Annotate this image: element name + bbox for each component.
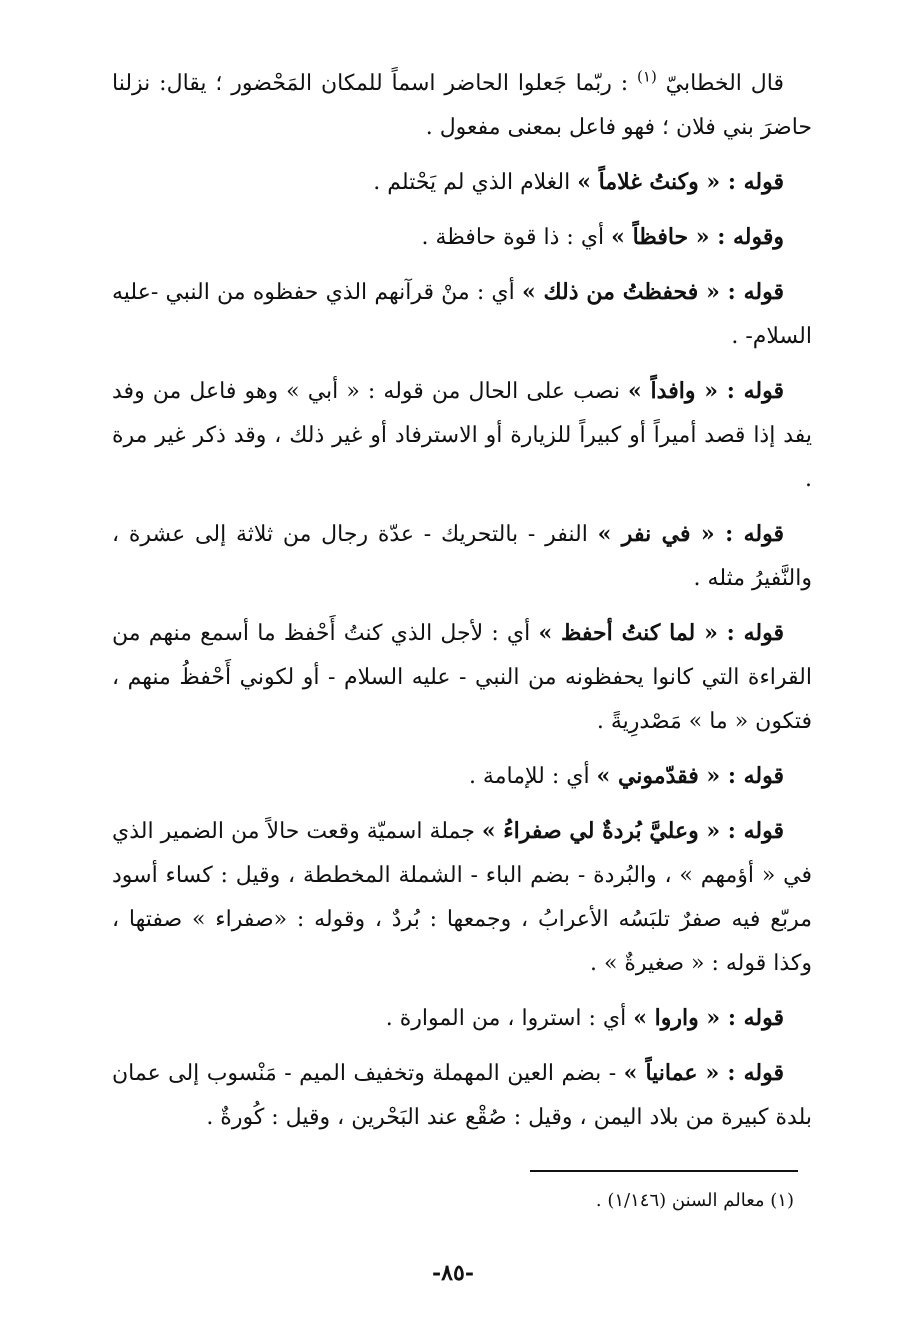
entry-lemma: قوله : « وعليَّ بُردةٌ لي صفراءُ » [481, 818, 784, 844]
entry-text: الغلام الذي لم يَحْتلم . [373, 170, 578, 195]
paragraph-text: : ربّما جَعلوا الحاضر اسماً للمكان المَحْضور ؛ يقال: نزلنا حاضرَ بني فلان ؛ فهو فاعل بمعنى مفعول . [112, 71, 812, 140]
page-number: -٨٥- [432, 1260, 474, 1286]
paragraph-khattabi [112, 62, 812, 150]
paragraph-entry [112, 160, 812, 205]
paragraph-entry [112, 754, 812, 799]
paragraph-entry [112, 270, 812, 359]
paragraph-entry [112, 809, 812, 986]
entry-text: أي : استروا ، من الموارة . [385, 1006, 634, 1031]
entry-lemma: قوله : « في نفر » [597, 521, 785, 547]
entry-text: النفر - بالتحريك - عدّة رجال من ثلاثة إلى عشرة ، والنَّفيرُ مثله . [112, 522, 812, 591]
entry-lemma: قوله : « واروا » [633, 1005, 784, 1031]
paragraph-entry [112, 369, 812, 502]
entry-lemma: قوله : « عمانياً » [623, 1060, 784, 1086]
paragraph-text-before-footnote: قال الخطابيّ [656, 71, 784, 96]
entry-lemma: قوله : « فقدّموني » [596, 763, 784, 789]
entry-lemma: قوله : « فحفظتُ من ذلك » [521, 279, 784, 305]
footnote-reference: (١) [637, 67, 657, 86]
paragraph-entry [112, 215, 812, 260]
entry-text: أي : لأجل الذي كنتُ أَحْفظ ما أسمع منهم من القراءة التي كانوا يحفظونه من النبي - عليه السلام - أو لكوني أَحْفظُ منهم ، فتكون « ما » مَصْدرِيةً . [112, 621, 812, 734]
entry-text: جملة اسميّة وقعت حالاً من الضمير الذي في « أؤمهم » ، والبُردة - بضم الباء - الشملة المخططة ، وقيل : كساء أسود مربّع فيه صفرٌ تلبَسُه الأعرابُ ، وجمعها : بُردٌ ، وقوله : «صفراء » صفتها ، وكذا قوله : « صغيرةٌ » . [112, 819, 812, 976]
entry-lemma: وقوله : « حافظاً » [611, 224, 784, 250]
entry-text: أي : للإمامة . [468, 764, 597, 789]
entry-lemma: قوله : « وكنتُ غلاماً » [577, 169, 784, 195]
footnote-divider [530, 1170, 798, 1172]
entry-lemma: قوله : « وافداً » [628, 378, 784, 404]
paragraph-entry [112, 1051, 812, 1140]
entry-text: أي : ذا قوة حافظة . [421, 225, 612, 250]
entry-text: أي : منْ قرآنهم الذي حفظوه من النبي -عليه السلام- . [112, 280, 812, 349]
paragraph-entry [112, 611, 812, 744]
page-body [112, 62, 812, 1150]
entry-lemma: قوله : « لما كنتُ أحفظ » [538, 620, 784, 646]
footnote: (١) معالم السنن (١/١٤٦) . [595, 1190, 794, 1211]
paragraph-entry [112, 512, 812, 601]
paragraph-entry [112, 996, 812, 1041]
entry-text: نصب على الحال من قوله : « أبي » وهو فاعل من وفد يفد إذا قصد أميراً أو كبيراً للزيارة أو الاسترفاد أو غير ذلك ، وقد ذكر غير مرة . [112, 379, 812, 492]
entry-text: - بضم العين المهملة وتخفيف الميم - مَنْسوب إلى عمان بلدة كبيرة من بلاد اليمن ، وقيل : صُقْع عند البَحْرين ، وقيل : كُورةٌ . [112, 1061, 812, 1130]
